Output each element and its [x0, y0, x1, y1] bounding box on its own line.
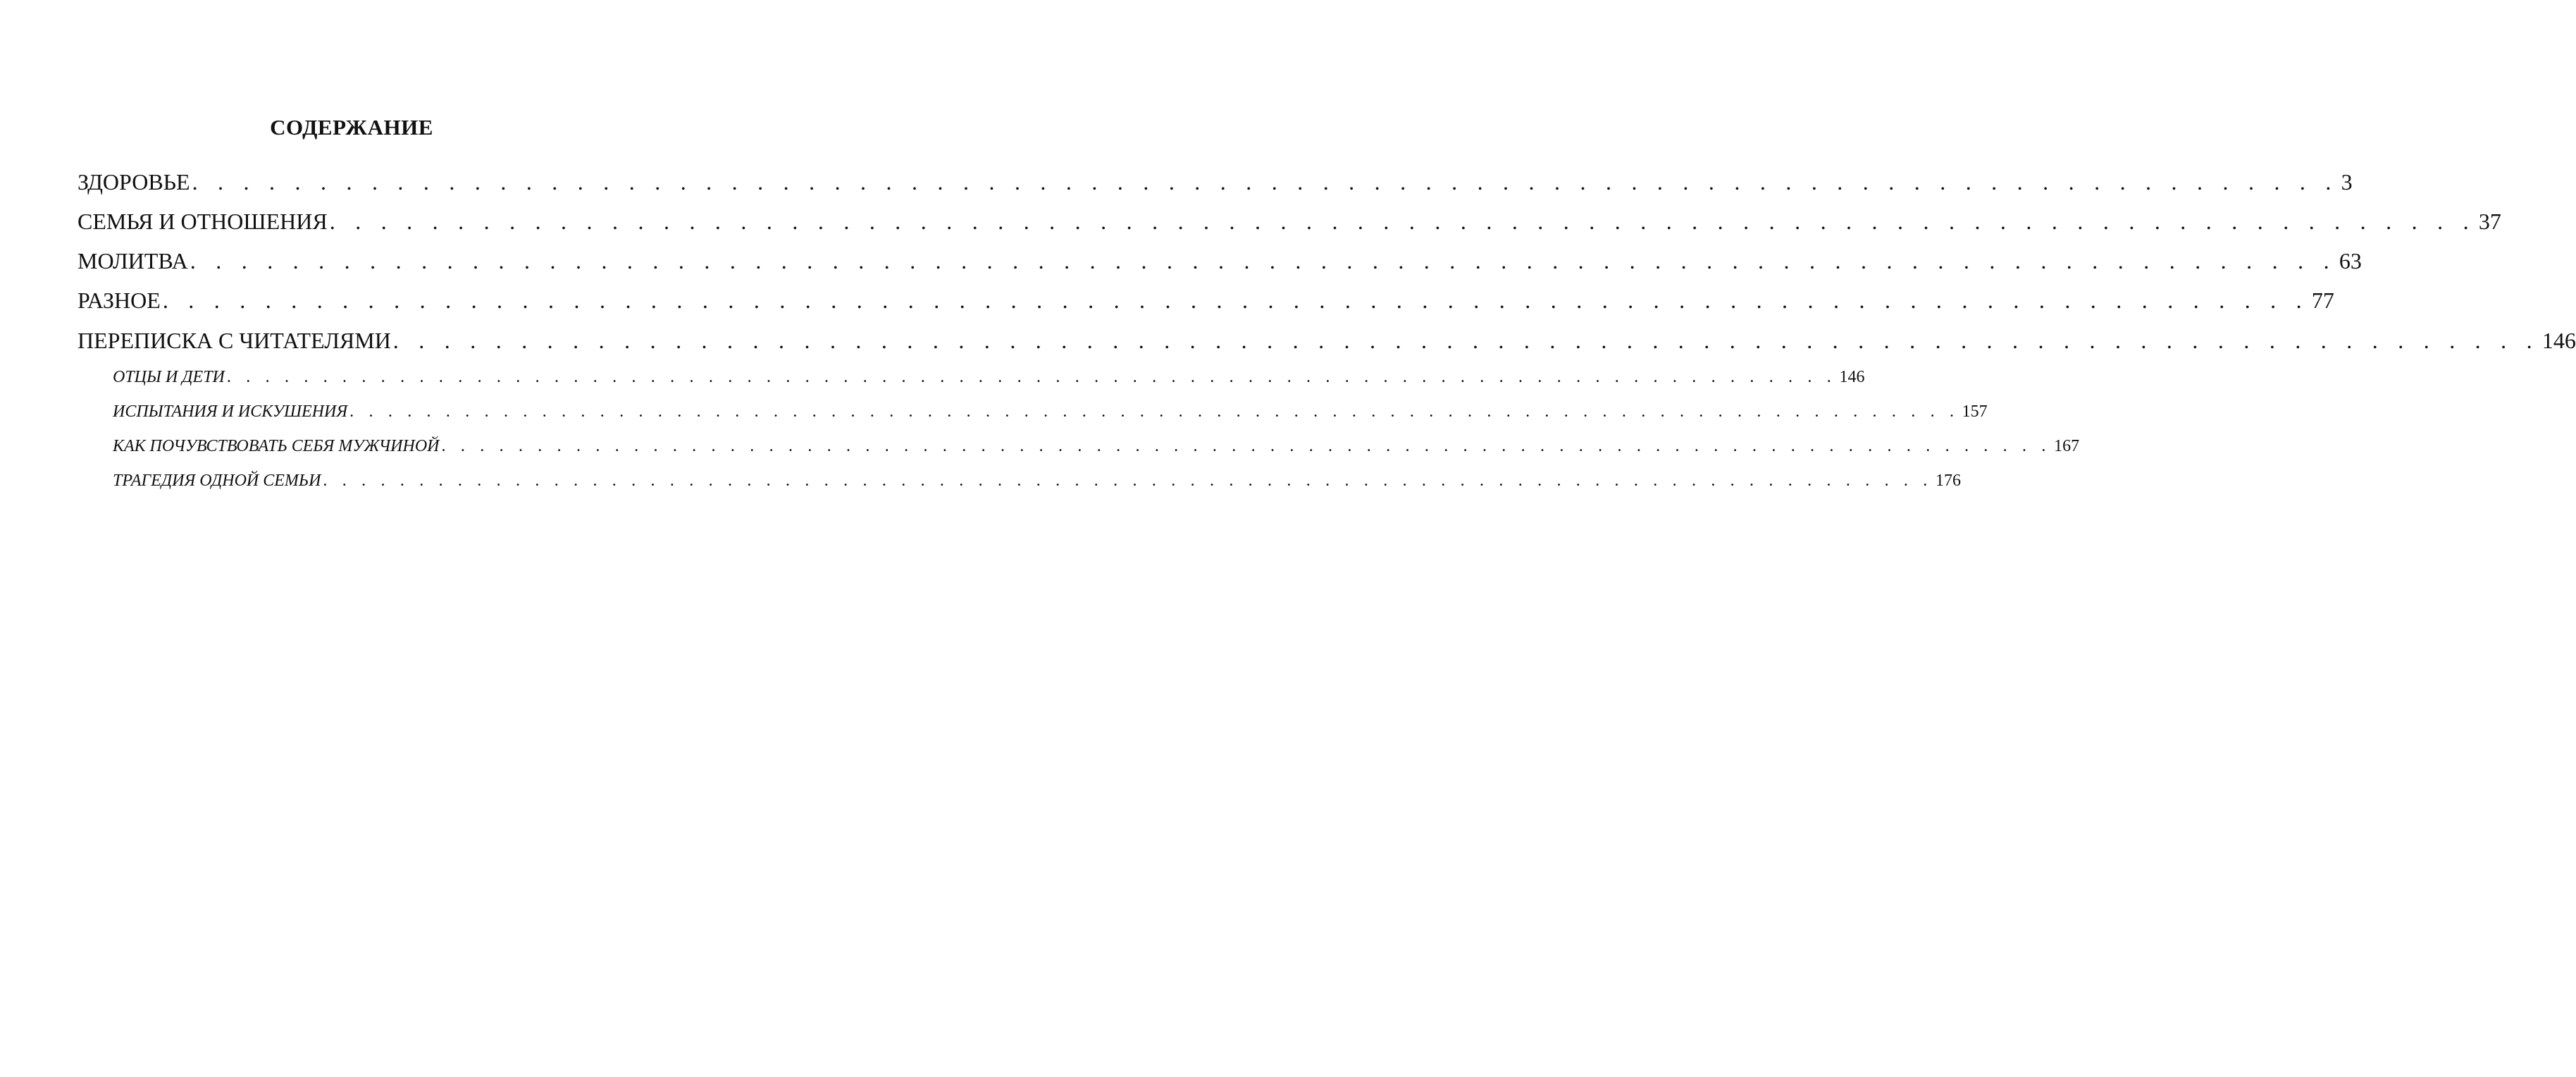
- toc-entry-label: ЗДОРОВЬЕ: [78, 169, 190, 195]
- toc-entry-label: РАЗНОЕ: [78, 288, 161, 313]
- toc-entry-page: 77: [2311, 288, 2334, 313]
- toc-entry-health[interactable]: [78, 169, 2353, 195]
- toc-subentry-family-tragedy[interactable]: [113, 472, 1961, 491]
- toc-entry-page: 3: [2341, 169, 2353, 195]
- toc-entry-label: МОЛИТВА: [78, 248, 188, 273]
- toc-subentry-fathers-children[interactable]: [113, 368, 1865, 387]
- toc-leader-dots: . . . . . . . . . . . . . . . . . . . . . . . . . . . . . . . . . . . . . . . . . . . . . . . . . . . . . . . . . . . . . . . . . . . . . . . . . . . . . . . . . . . .: [349, 402, 1959, 421]
- toc-subentry-label: ТРАГЕДИЯ ОДНОЙ СЕМЬИ: [113, 472, 321, 490]
- toc-subentry-feel-like-man[interactable]: [113, 437, 2080, 456]
- toc-leader-dots: . . . . . . . . . . . . . . . . . . . . . . . . . . . . . . . . . . . . . . . . . . . . . . . . . . . . . . . . . . . . . . . . . . . . . . . . . . . . . . . . . . . .: [162, 288, 2309, 313]
- toc-entry-page: 146: [2541, 328, 2576, 353]
- toc-subentry-label: КАК ПОЧУВСТВОВАТЬ СЕБЯ МУЖЧИНОЙ: [113, 437, 440, 455]
- toc-entry-family[interactable]: [78, 209, 2501, 235]
- toc-entry-misc[interactable]: [78, 288, 2334, 314]
- toc-subentry-page: 157: [1962, 402, 1988, 421]
- toc-leader-dots: . . . . . . . . . . . . . . . . . . . . . . . . . . . . . . . . . . . . . . . . . . . . . . . . . . . . . . . . . . . . . . . . . . . . . . . . . . . . . . . . . . . .: [192, 169, 2339, 195]
- toc-subentry-label: ИСПЫТАНИЯ И ИСКУШЕНИЯ: [113, 402, 348, 421]
- toc-entry-prayer[interactable]: [78, 248, 2362, 274]
- toc-subentry-page: 176: [1935, 472, 1961, 490]
- toc-leader-dots: . . . . . . . . . . . . . . . . . . . . . . . . . . . . . . . . . . . . . . . . . . . . . . . . . . . . . . . . . . . . . . . . . . . . . . . . . . . . . . . . . . . .: [441, 437, 2052, 455]
- toc-entry-label: ПЕРЕПИСКА С ЧИТАТЕЛЯМИ: [78, 328, 391, 353]
- toc-leader-dots: . . . . . . . . . . . . . . . . . . . . . . . . . . . . . . . . . . . . . . . . . . . . . . . . . . . . . . . . . . . . . . . . . . . . . . . . . . . . . . . . . . . .: [190, 248, 2336, 273]
- toc-entry-label: СЕМЬЯ И ОТНОШЕНИЯ: [78, 209, 328, 234]
- toc-entry-correspondence[interactable]: [78, 328, 2576, 354]
- toc-leader-dots: . . . . . . . . . . . . . . . . . . . . . . . . . . . . . . . . . . . . . . . . . . . . . . . . . . . . . . . . . . . . . . . . . . . . . . . . . . . . . . . . . . . .: [226, 368, 1837, 386]
- toc-subentry-page: 167: [2054, 437, 2080, 455]
- toc-leader-dots: . . . . . . . . . . . . . . . . . . . . . . . . . . . . . . . . . . . . . . . . . . . . . . . . . . . . . . . . . . . . . . . . . . . . . . . . . . . . . . . . . . . .: [329, 209, 2476, 234]
- toc-entry-page: 63: [2339, 248, 2362, 273]
- toc-subentry-trials[interactable]: [113, 402, 1988, 421]
- toc-leader-dots: . . . . . . . . . . . . . . . . . . . . . . . . . . . . . . . . . . . . . . . . . . . . . . . . . . . . . . . . . . . . . . . . . . . . . . . . . . . . . . . . . . . .: [392, 328, 2539, 353]
- toc-leader-dots: . . . . . . . . . . . . . . . . . . . . . . . . . . . . . . . . . . . . . . . . . . . . . . . . . . . . . . . . . . . . . . . . . . . . . . . . . . . . . . . . . . . .: [323, 472, 1933, 490]
- toc-subentry-page: 146: [1839, 368, 1865, 386]
- toc-entry-page: 37: [2478, 209, 2501, 234]
- toc-subentry-label: ОТЦЫ И ДЕТИ: [113, 368, 225, 386]
- page-title: СОДЕРЖАНИЕ: [270, 115, 433, 140]
